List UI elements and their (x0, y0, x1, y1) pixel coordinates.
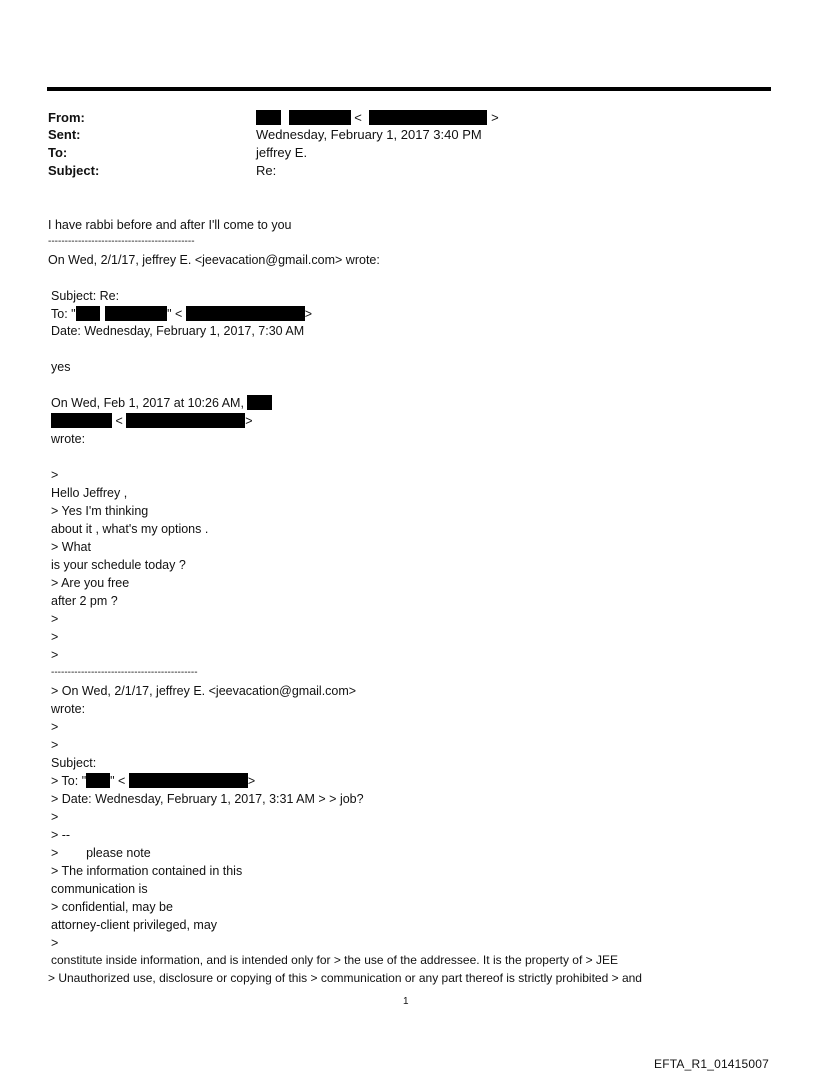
redaction-box (76, 306, 100, 321)
body-line: I have rabbi before and after I'll come to you (48, 218, 292, 232)
body-line: To: " " < > (51, 307, 313, 321)
body-line: > (51, 720, 59, 734)
body-line: yes (51, 360, 71, 374)
body-line: wrote: (51, 702, 86, 716)
body-line: > (51, 810, 59, 824)
body-line: Subject: Re: (51, 289, 120, 303)
body-line: > confidential, may be (51, 900, 173, 914)
body-line: is your schedule today ? (51, 558, 186, 572)
body-line: > (51, 936, 59, 950)
body-line: attorney-client privileged, may (51, 918, 218, 932)
from-gt: > (491, 110, 499, 125)
subject-value: Re: (256, 163, 277, 178)
body-line: > Yes I'm thinking (51, 504, 149, 518)
body-line: > Unauthorized use, disclosure or copying of this > communication or any part thereof is strictly prohibited > and (48, 971, 642, 985)
body-line: > (51, 612, 59, 626)
redaction-box (129, 773, 248, 788)
redaction-box (256, 110, 281, 125)
body-line: > (51, 630, 59, 644)
subject-label: Subject: (48, 163, 100, 178)
body-line: On Wed, 2/1/17, jeffrey E. <jeevacation@gmail.com> wrote: (48, 253, 380, 267)
redaction-box (105, 306, 167, 321)
to-value: jeffrey E. (256, 145, 308, 160)
body-line: > On Wed, 2/1/17, jeffrey E. <jeevacation@gmail.com> (51, 684, 357, 698)
body-line: > To: " " < > (51, 774, 256, 788)
body-line: wrote: (51, 432, 86, 446)
body-line: communication is (51, 882, 148, 896)
body-line: > (51, 468, 59, 482)
body-line: > -- (51, 828, 71, 842)
separator-line: -------------------------------------------- (51, 667, 198, 678)
from-value (256, 109, 499, 127)
body-line: about it , what's my options . (51, 522, 209, 536)
redaction-box (247, 395, 272, 410)
redaction-box (186, 306, 305, 321)
sent-value: Wednesday, February 1, 2017 3:40 PM (256, 127, 482, 142)
body-line: Subject: (51, 756, 97, 770)
redaction-box (86, 773, 110, 788)
body-line: Date: Wednesday, February 1, 2017, 7:30 AM (51, 324, 305, 338)
body-line: < > (51, 413, 253, 429)
body-line: > Date: Wednesday, February 1, 2017, 3:31 AM > > job? (51, 792, 364, 806)
body-line: On Wed, Feb 1, 2017 at 10:26 AM, (51, 395, 272, 411)
body-line: > (51, 648, 59, 662)
header-rule (47, 87, 771, 91)
body-line: Hello Jeffrey , (51, 486, 128, 500)
sent-label: Sent: (48, 127, 81, 142)
body-line: > (51, 738, 59, 752)
page-number: 1 (403, 996, 409, 1007)
document-id: EFTA_R1_01415007 (654, 1057, 770, 1071)
redaction-box (51, 413, 112, 428)
body-line: constitute inside information, and is intended only for > the use of the addressee. It is the property of > JEE (51, 953, 618, 967)
separator-line: -------------------------------------------- (48, 236, 195, 247)
body-line: > What (51, 540, 91, 554)
redaction-box (126, 413, 245, 428)
redaction-box (289, 110, 351, 125)
from-lt: < (354, 110, 362, 125)
body-line: > Are you free (51, 576, 130, 590)
redaction-box (369, 110, 487, 125)
body-line: after 2 pm ? (51, 594, 118, 608)
body-line: > please note (51, 846, 151, 860)
body-line: > The information contained in this (51, 864, 243, 878)
to-label: To: (48, 145, 68, 160)
from-label: From: (48, 110, 85, 125)
